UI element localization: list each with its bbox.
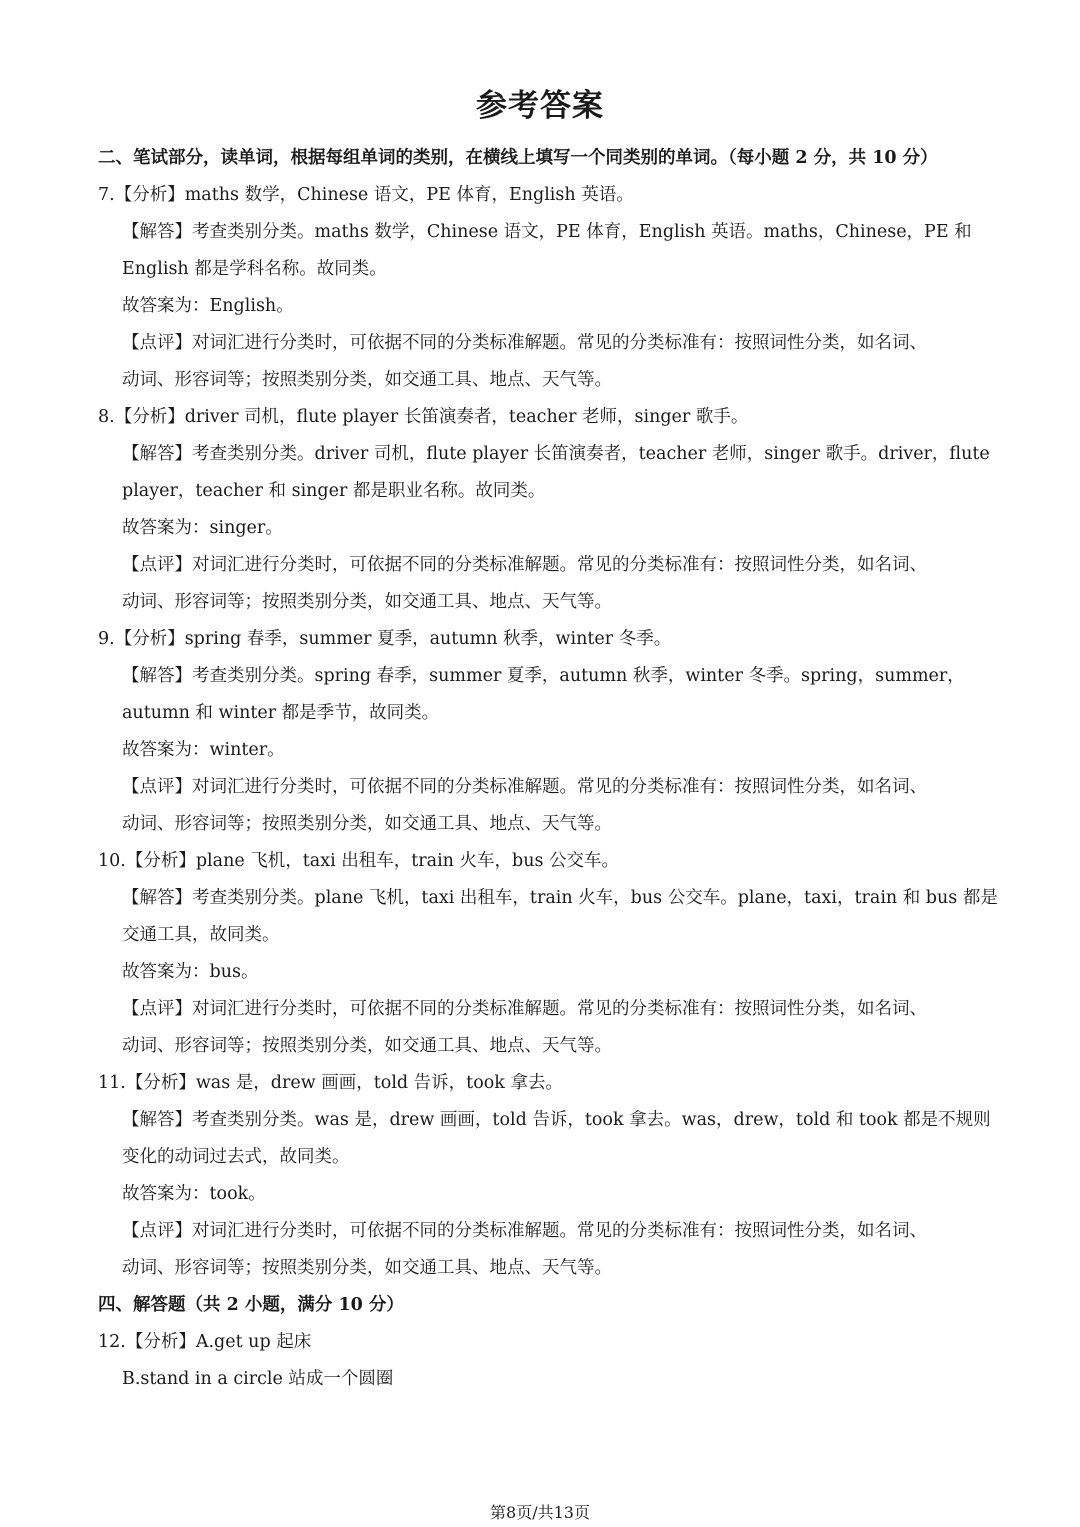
answer-line: 动词、形容词等；按照类别分类，如交通工具、地点、天气等。 — [122, 814, 612, 834]
page-footer: 第8页/共13页 — [490, 1503, 590, 1522]
answer-line: 10.【分析】plane 飞机，taxi 出租车，train 火车，bus 公交车。 — [98, 851, 620, 871]
section-heading: 二、笔试部分，读单词，根据每组单词的类别，在横线上填写一个同类别的单词。（每小题 2 分，共 10 分） — [98, 148, 938, 168]
answer-line: 动词、形容词等；按照类别分类，如交通工具、地点、天气等。 — [122, 1258, 612, 1278]
answer-line: B.stand in a circle 站成一个圆圈 — [122, 1369, 394, 1389]
answer-line: 12.【分析】A.get up 起床 — [98, 1332, 312, 1352]
answer-line: 交通工具，故同类。 — [122, 925, 280, 945]
answer-line: 8.【分析】driver 司机，flute player 长笛演奏者，teacher 老师，singer 歌手。 — [98, 407, 749, 427]
answer-line: 【点评】对词汇进行分类时，可依据不同的分类标准解题。常见的分类标准有：按照词性分类，如名词、 — [122, 1221, 927, 1241]
answer-line: English 都是学科名称。故同类。 — [122, 259, 387, 279]
answer-line: 【解答】考查类别分类。plane 飞机，taxi 出租车，train 火车，bus 公交车。plane，taxi，train 和 bus 都是 — [122, 888, 998, 908]
answer-line: player，teacher 和 singer 都是职业名称。故同类。 — [122, 481, 546, 501]
answer-line: 故答案为：winter。 — [122, 740, 285, 760]
answer-line: 【解答】考查类别分类。maths 数学，Chinese 语文，PE 体育，English 英语。maths，Chinese，PE 和 — [122, 222, 972, 242]
answer-line: 【解答】考查类别分类。was 是，drew 画画，told 告诉，took 拿去。was，drew，told 和 took 都是不规则 — [122, 1110, 991, 1130]
answer-line: 11.【分析】was 是，drew 画画，told 告诉，took 拿去。 — [98, 1073, 563, 1093]
answer-line: 故答案为：singer。 — [122, 518, 283, 538]
answer-line: 【解答】考查类别分类。spring 春季，summer 夏季，autumn 秋季，winter 冬季。spring，summer， — [122, 666, 965, 686]
answer-line: 故答案为：bus。 — [122, 962, 259, 982]
answer-line: autumn 和 winter 都是季节，故同类。 — [122, 703, 440, 723]
answer-line: 9.【分析】spring 春季，summer 夏季，autumn 秋季，winter 冬季。 — [98, 629, 672, 649]
answer-line: 【点评】对词汇进行分类时，可依据不同的分类标准解题。常见的分类标准有：按照词性分类，如名词、 — [122, 555, 927, 575]
answer-line: 动词、形容词等；按照类别分类，如交通工具、地点、天气等。 — [122, 370, 612, 390]
answer-line: 动词、形容词等；按照类别分类，如交通工具、地点、天气等。 — [122, 1036, 612, 1056]
answer-line: 【点评】对词汇进行分类时，可依据不同的分类标准解题。常见的分类标准有：按照词性分类，如名词、 — [122, 777, 927, 797]
section-heading: 四、解答题（共 2 小题，满分 10 分） — [98, 1295, 404, 1315]
answer-line: 【点评】对词汇进行分类时，可依据不同的分类标准解题。常见的分类标准有：按照词性分类，如名词、 — [122, 333, 927, 353]
page-title: 参考答案 — [476, 88, 604, 124]
answer-line: 动词、形容词等；按照类别分类，如交通工具、地点、天气等。 — [122, 592, 612, 612]
answer-line: 【点评】对词汇进行分类时，可依据不同的分类标准解题。常见的分类标准有：按照词性分类，如名词、 — [122, 999, 927, 1019]
answer-line: 故答案为：took。 — [122, 1184, 266, 1204]
answer-line: 故答案为：English。 — [122, 296, 294, 316]
answer-line: 【解答】考查类别分类。driver 司机，flute player 长笛演奏者，teacher 老师，singer 歌手。driver，flute — [122, 444, 990, 464]
answer-line: 7.【分析】maths 数学，Chinese 语文，PE 体育，English 英语。 — [98, 185, 634, 205]
answer-line: 变化的动词过去式，故同类。 — [122, 1147, 350, 1167]
